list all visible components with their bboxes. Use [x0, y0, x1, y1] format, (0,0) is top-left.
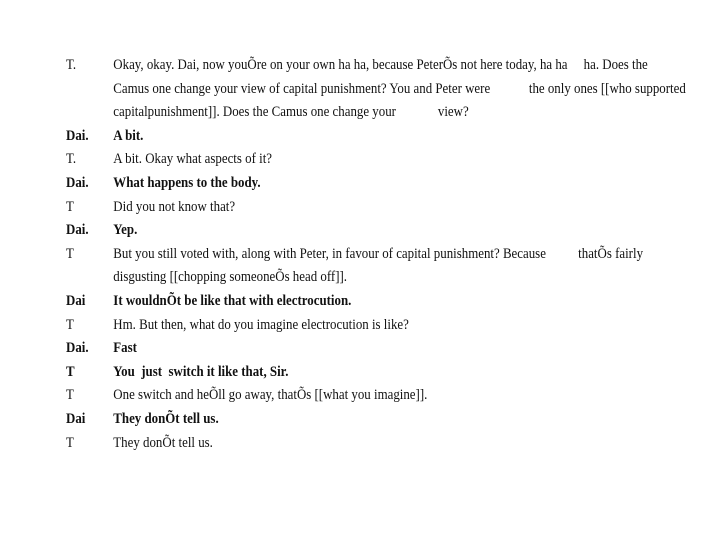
- utterance-text: capitalpunishment]]. Does the Camus one change your view?: [113, 104, 469, 121]
- transcript-line: [66, 408, 573, 432]
- transcript-line: [66, 266, 573, 290]
- transcript-line: [66, 219, 573, 243]
- transcript-line: [66, 290, 573, 314]
- transcript-line: [66, 148, 573, 172]
- speaker-label: T: [66, 434, 74, 451]
- speaker-label: Dai.: [66, 340, 89, 357]
- transcript-line: [66, 243, 644, 267]
- speaker-label: T.: [66, 57, 77, 73]
- speaker-label: Dai.: [66, 222, 89, 239]
- utterance-text: A bit.: [113, 127, 144, 144]
- transcript-line: [66, 101, 573, 125]
- transcript-line: [66, 384, 573, 408]
- utterance-text: Fast: [113, 340, 137, 357]
- transcript-line: [66, 196, 573, 220]
- utterance-text: What happens to the body.: [113, 174, 261, 191]
- utterance-text: It wouldnÕt be like that with electrocution.: [113, 292, 352, 309]
- utterance-text: Did you not know that?: [113, 198, 236, 215]
- utterance-text: Hm. But then, what do you imagine electrocution is like?: [113, 316, 409, 333]
- utterance-text: You just switch it like that, Sir.: [113, 363, 289, 380]
- utterance-text: Yep.: [113, 222, 138, 239]
- utterance-text: They donÕt tell us.: [113, 434, 213, 451]
- transcript-line: [66, 337, 573, 361]
- speaker-label: T: [66, 387, 74, 404]
- transcript-line: [66, 314, 573, 338]
- speaker-label: Dai: [66, 410, 86, 427]
- utterance-text: A bit. Okay what aspects of it?: [113, 151, 273, 168]
- transcript-line: [66, 432, 573, 456]
- utterance-text: Camus one change your view of capital punishment? You and Peter were the only ones [[who supported: [113, 80, 686, 97]
- speaker-label: T: [66, 245, 74, 262]
- speaker-label: T: [66, 198, 74, 215]
- speaker-label: T: [66, 316, 74, 333]
- utterance-text: One switch and heÕll go away, thatÕs [[what you imagine]].: [113, 387, 428, 404]
- transcript: [66, 54, 686, 455]
- transcript-line: [66, 361, 573, 385]
- utterance-text: Okay, okay. Dai, now youÕre on your own ha ha, because PeterÕs not here today, ha ha ha. Does the: [113, 57, 648, 73]
- speaker-label: Dai.: [66, 127, 89, 144]
- transcript-line: [66, 125, 573, 149]
- speaker-label: Dai.: [66, 174, 89, 191]
- speaker-label: T.: [66, 151, 77, 168]
- transcript-line: [66, 78, 686, 102]
- speaker-label: Dai: [66, 292, 86, 309]
- transcript-line: [66, 54, 648, 78]
- utterance-text: But you still voted with, along with Peter, in favour of capital punishment? Because thatÕs fairly: [113, 245, 644, 262]
- speaker-label: T: [66, 363, 75, 380]
- utterance-text: They donÕt tell us.: [113, 410, 219, 427]
- transcript-line: [66, 172, 573, 196]
- utterance-text: disgusting [[chopping someoneÕs head off]].: [113, 269, 348, 286]
